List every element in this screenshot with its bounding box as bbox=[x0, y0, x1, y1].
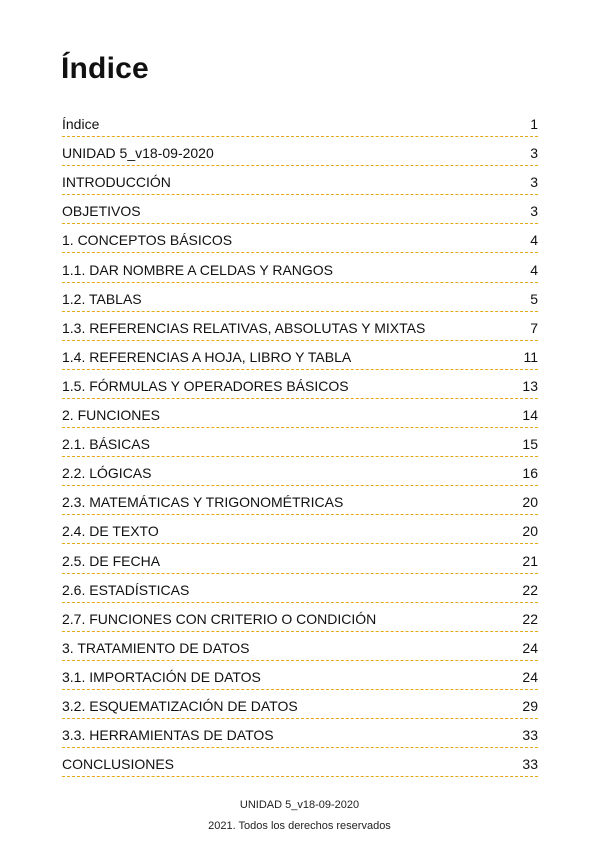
footer-copyright: 2021. Todos los derechos reservados bbox=[208, 820, 391, 832]
toc-entry[interactable] bbox=[62, 224, 538, 253]
toc-entry[interactable] bbox=[62, 283, 538, 312]
toc-entry-label: 3.2. ESQUEMATIZACIÓN DE DATOS bbox=[62, 697, 298, 714]
toc-entry-page-number: 3 bbox=[530, 174, 538, 191]
toc-entry[interactable] bbox=[62, 253, 538, 282]
toc-entry-page-number: 33 bbox=[522, 727, 538, 744]
toc-entry[interactable] bbox=[62, 457, 538, 486]
toc-entry-label: 1.1. DAR NOMBRE A CELDAS Y RANGOS bbox=[62, 261, 334, 278]
toc-entry-label: 2.7. FUNCIONES CON CRITERIO O CONDICIÓN bbox=[62, 610, 377, 627]
toc-entry-label: 1.5. FÓRMULAS Y OPERADORES BÁSICOS bbox=[62, 377, 349, 394]
toc-entry[interactable] bbox=[62, 690, 538, 719]
toc-entry-page-number: 1 bbox=[530, 116, 538, 133]
toc-entry-page-number: 4 bbox=[530, 261, 538, 278]
toc-entry-label: 2.3. MATEMÁTICAS Y TRIGONOMÉTRICAS bbox=[62, 494, 344, 511]
toc-entry[interactable] bbox=[62, 399, 538, 428]
toc-entry-label: 1. CONCEPTOS BÁSICOS bbox=[62, 232, 233, 249]
toc-entry-label: 2.2. LÓGICAS bbox=[62, 465, 152, 482]
toc-entry[interactable] bbox=[62, 632, 538, 661]
toc-entry[interactable] bbox=[62, 341, 538, 370]
toc-entry[interactable] bbox=[62, 661, 538, 690]
toc-entry-label: 2.6. ESTADÍSTICAS bbox=[62, 581, 190, 598]
toc-entry-page-number: 20 bbox=[522, 494, 538, 511]
toc-entry-page-number: 11 bbox=[523, 348, 538, 365]
toc-entry-page-number: 5 bbox=[530, 290, 538, 307]
toc-entry[interactable] bbox=[62, 428, 538, 457]
toc-entry-page-number: 4 bbox=[530, 232, 538, 249]
table-of-contents bbox=[62, 108, 538, 777]
toc-entry[interactable] bbox=[62, 312, 538, 341]
toc-entry-label: OBJETIVOS bbox=[62, 203, 141, 220]
toc-entry-page-number: 15 bbox=[522, 436, 538, 453]
toc-entry-label: CONCLUSIONES bbox=[62, 756, 175, 773]
toc-entry-label: 3.1. IMPORTACIÓN DE DATOS bbox=[62, 668, 261, 685]
toc-entry[interactable] bbox=[62, 574, 538, 603]
toc-entry-label: INTRODUCCIÓN bbox=[62, 174, 171, 191]
toc-entry[interactable] bbox=[62, 195, 538, 224]
toc-entry-label: 2.5. DE FECHA bbox=[62, 552, 161, 569]
toc-entry-page-number: 33 bbox=[522, 756, 538, 773]
toc-entry-page-number: 3 bbox=[530, 203, 538, 220]
toc-entry-page-number: 13 bbox=[522, 377, 538, 394]
toc-entry-page-number: 3 bbox=[530, 145, 538, 162]
toc-entry-label: 1.4. REFERENCIAS A HOJA, LIBRO Y TABLA bbox=[62, 348, 352, 365]
toc-entry-page-number: 14 bbox=[522, 407, 538, 424]
toc-entry[interactable] bbox=[62, 370, 538, 399]
toc-entry[interactable] bbox=[62, 137, 538, 166]
toc-entry[interactable] bbox=[62, 748, 538, 777]
toc-entry[interactable] bbox=[62, 544, 538, 573]
toc-entry-page-number: 16 bbox=[522, 465, 538, 482]
toc-entry-page-number: 22 bbox=[522, 581, 538, 598]
toc-entry-page-number: 24 bbox=[522, 639, 538, 656]
toc-entry[interactable] bbox=[62, 166, 538, 195]
toc-entry[interactable] bbox=[62, 603, 538, 632]
toc-entry-label: 1.3. REFERENCIAS RELATIVAS, ABSOLUTAS Y MIXTAS bbox=[62, 319, 426, 336]
toc-entry-label: 2. FUNCIONES bbox=[62, 407, 161, 424]
toc-entry[interactable] bbox=[62, 108, 538, 137]
toc-entry-page-number: 20 bbox=[522, 523, 538, 540]
toc-entry-label: UNIDAD 5_v18-09-2020 bbox=[62, 145, 214, 162]
toc-entry-label: 2.1. BÁSICAS bbox=[62, 436, 150, 453]
toc-entry-label: 3.3. HERRAMIENTAS DE DATOS bbox=[62, 727, 274, 744]
toc-entry-label: 1.2. TABLAS bbox=[62, 290, 142, 307]
footer-unit-label: UNIDAD 5_v18-09-2020 bbox=[239, 799, 360, 811]
toc-entry[interactable] bbox=[62, 719, 538, 748]
toc-entry-page-number: 29 bbox=[522, 697, 538, 714]
toc-entry-page-number: 7 bbox=[530, 319, 538, 336]
toc-entry-page-number: 21 bbox=[522, 552, 538, 569]
toc-entry-label: 3. TRATAMIENTO DE DATOS bbox=[62, 639, 250, 656]
toc-entry-label: Índice bbox=[62, 116, 100, 133]
page-title: Índice bbox=[61, 52, 149, 85]
toc-entry-page-number: 22 bbox=[522, 610, 538, 627]
toc-entry[interactable] bbox=[62, 486, 538, 515]
toc-entry[interactable] bbox=[62, 515, 538, 544]
toc-entry-page-number: 24 bbox=[522, 668, 538, 685]
toc-entry-label: 2.4. DE TEXTO bbox=[62, 523, 159, 540]
